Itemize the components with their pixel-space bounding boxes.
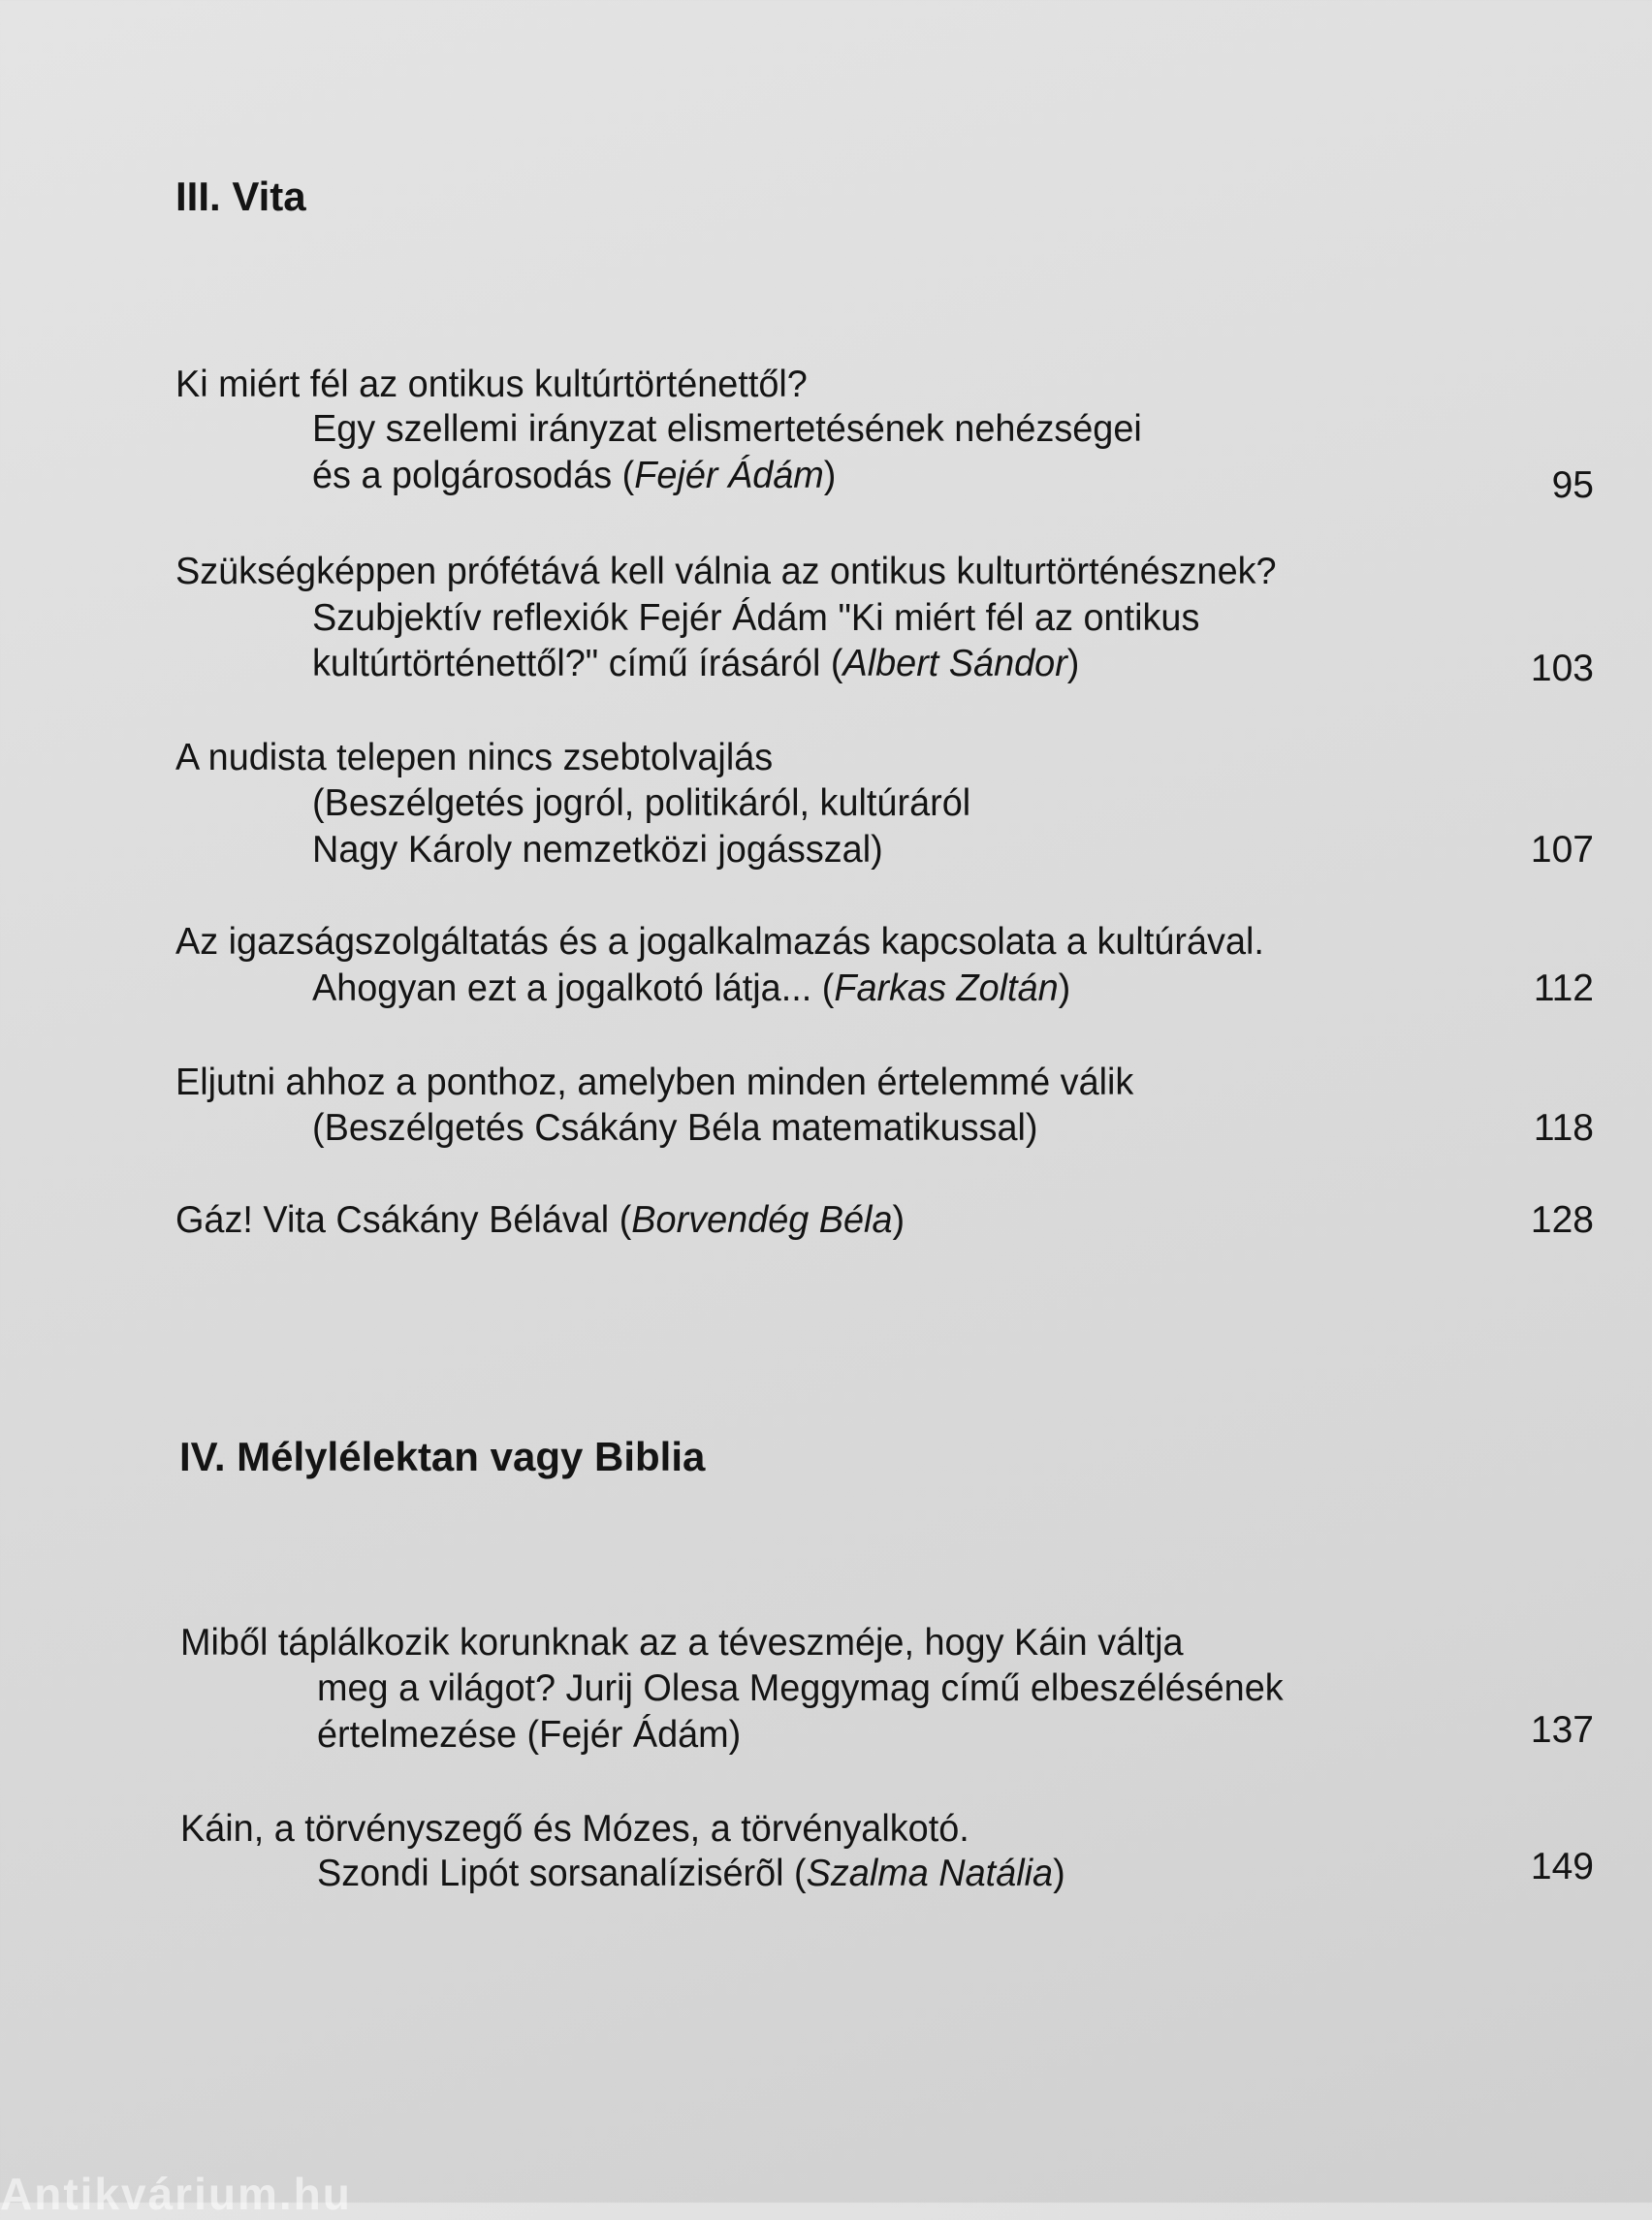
- entry-subtitle: [317, 1669, 1284, 1707]
- entry-subtitle: [312, 457, 836, 494]
- entry-subtitle: [317, 1855, 1065, 1892]
- page-number: 112: [1533, 967, 1594, 1009]
- page-number: 103: [1530, 648, 1594, 689]
- entry-text: Egy szellemi irányzat elismertetésének nehézségei: [312, 408, 1142, 450]
- entry-subtitle: [312, 599, 1199, 637]
- entry-author: Fejér Ádám: [634, 455, 824, 496]
- entry-title: [175, 923, 1264, 961]
- entry-text: Eljutni ahhoz a ponthoz, amelyben minden értelemmé válik: [175, 1062, 1134, 1103]
- entry-subtitle: [312, 784, 970, 822]
- page-number: 128: [1530, 1199, 1594, 1241]
- entry-author: Farkas Zoltán: [834, 967, 1059, 1009]
- entry-text: A nudista telepen nincs zsebtolvajlás: [175, 737, 774, 778]
- entry-title: [175, 553, 1277, 590]
- entry-text: Káin, a törvényszegő és Mózes, a törvényalkotó.: [180, 1808, 969, 1850]
- entry-author: Borvendég Béla: [631, 1199, 893, 1241]
- entry-subtitle: [312, 969, 1070, 1007]
- entry-text: Miből táplálkozik korunknak az a téveszméje, hogy Káin váltja: [180, 1622, 1184, 1664]
- entry-title: [175, 365, 808, 403]
- entry-text: Az igazságszolgáltatás és a jogalkalmazás kapcsolata a kultúrával.: [175, 921, 1264, 963]
- page-number: 107: [1530, 829, 1594, 871]
- entry-subtitle: [312, 645, 1079, 682]
- entry-text: (Beszélgetés jogról, politikáról, kultúráról: [312, 782, 971, 824]
- page-number: 137: [1530, 1709, 1594, 1751]
- entry-text: Szubjektív reflexiók Fejér Ádám "Ki miért fél az ontikus: [312, 597, 1200, 639]
- entry-text: Ahogyan ezt a jogalkotó látja... (: [312, 967, 835, 1009]
- entry-subtitle: [312, 410, 1142, 448]
- entry-text: Szükségképpen prófétává kell válnia az ontikus kulturtörténésznek?: [175, 551, 1277, 592]
- entry-text: Gáz! Vita Csákány Bélával (: [175, 1199, 632, 1241]
- entry-text: Ki miért fél az ontikus kultúrtörténettől?: [175, 364, 808, 405]
- entry-text: kultúrtörténettől?" című írásáról (: [312, 643, 843, 684]
- entry-text: ): [892, 1199, 905, 1241]
- entry-title: [175, 1201, 905, 1239]
- entry-author: Szalma Natália: [806, 1853, 1054, 1894]
- page-number: 95: [1551, 464, 1594, 506]
- entry-text: (Beszélgetés Csákány Béla matematikussal): [312, 1107, 1038, 1149]
- entry-author: Albert Sándor: [842, 643, 1067, 684]
- page-number: 118: [1533, 1107, 1594, 1149]
- entry-text: értelmezése (Fejér Ádám): [317, 1714, 742, 1756]
- entry-text: ): [1066, 643, 1080, 684]
- entry-text: és a polgárosodás (: [312, 455, 635, 496]
- entry-title: [175, 739, 773, 777]
- entry-text: ): [1053, 1853, 1065, 1894]
- entry-title: [180, 1810, 969, 1848]
- entry-title: [180, 1624, 1184, 1662]
- entry-text: ): [823, 455, 837, 496]
- page-number: 149: [1530, 1846, 1594, 1887]
- entry-title: [175, 1063, 1133, 1101]
- entry-subtitle: [312, 831, 883, 869]
- entry-text: Szondi Lipót sorsanalízisérõl (: [317, 1853, 807, 1894]
- entry-text: ): [1058, 967, 1071, 1009]
- entry-subtitle: [312, 1109, 1038, 1147]
- section-heading: IV. Mélylélektan vagy Biblia: [179, 1434, 706, 1479]
- entry-text: meg a világot? Jurij Olesa Meggymag című elbeszélésének: [317, 1667, 1284, 1709]
- entry-text: Nagy Károly nemzetközi jogásszal): [312, 829, 883, 871]
- entry-subtitle: [317, 1716, 741, 1754]
- section-heading: III. Vita: [175, 174, 306, 219]
- watermark: Antikvárium.hu: [0, 2169, 352, 2219]
